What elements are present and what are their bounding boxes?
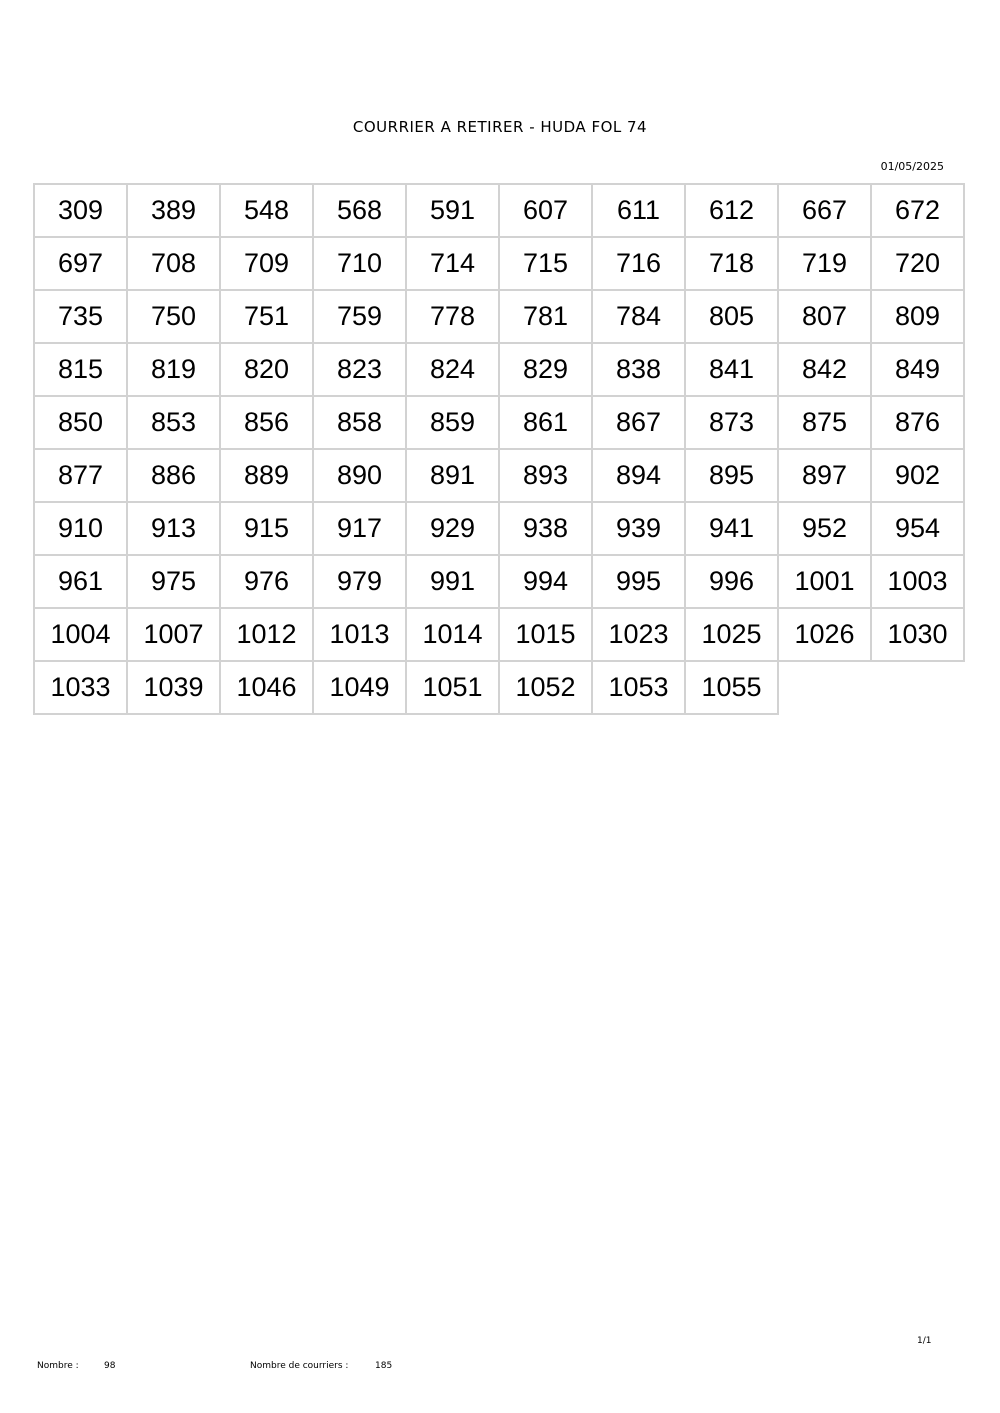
mail-number-cell: 873 xyxy=(685,396,778,449)
mail-number-cell: 1052 xyxy=(499,661,592,714)
mail-number-cell: 875 xyxy=(778,396,871,449)
table-row xyxy=(34,396,964,449)
mail-number-cell: 894 xyxy=(592,449,685,502)
mail-number-cell: 856 xyxy=(220,396,313,449)
mail-number-cell: 715 xyxy=(499,237,592,290)
mail-number-cell: 667 xyxy=(778,184,871,237)
mail-number-cell: 994 xyxy=(499,555,592,608)
mail-number-cell: 778 xyxy=(406,290,499,343)
table-row xyxy=(34,449,964,502)
table-row xyxy=(34,184,964,237)
mail-number-cell: 1015 xyxy=(499,608,592,661)
mail-number-cell: 697 xyxy=(34,237,127,290)
mail-number-cell: 913 xyxy=(127,502,220,555)
mail-number-cell: 309 xyxy=(34,184,127,237)
nombre-label: Nombre : xyxy=(37,1361,79,1371)
mail-number-table-body xyxy=(34,184,964,714)
mail-number-cell: 716 xyxy=(592,237,685,290)
mail-number-cell: 1046 xyxy=(220,661,313,714)
mail-number-cell: 1030 xyxy=(871,608,964,661)
mail-number-cell: 611 xyxy=(592,184,685,237)
mail-number-cell: 929 xyxy=(406,502,499,555)
table-row xyxy=(34,555,964,608)
mail-number-cell: 917 xyxy=(313,502,406,555)
mail-number-cell: 1039 xyxy=(127,661,220,714)
mail-number-cell: 1049 xyxy=(313,661,406,714)
mail-number-cell: 842 xyxy=(778,343,871,396)
mail-number-cell: 823 xyxy=(313,343,406,396)
mail-number-cell: 995 xyxy=(592,555,685,608)
mail-number-cell: 838 xyxy=(592,343,685,396)
courriers-label: Nombre de courriers : xyxy=(250,1361,349,1371)
mail-number-cell: 718 xyxy=(685,237,778,290)
mail-number-cell: 1003 xyxy=(871,555,964,608)
mail-number-cell: 954 xyxy=(871,502,964,555)
mail-number-cell: 815 xyxy=(34,343,127,396)
mail-number-cell: 807 xyxy=(778,290,871,343)
mail-number-cell: 719 xyxy=(778,237,871,290)
mail-number-cell: 991 xyxy=(406,555,499,608)
mail-number-cell: 976 xyxy=(220,555,313,608)
mail-number-cell: 859 xyxy=(406,396,499,449)
mail-number-cell: 781 xyxy=(499,290,592,343)
mail-number-cell: 720 xyxy=(871,237,964,290)
mail-number-cell: 607 xyxy=(499,184,592,237)
mail-number-cell: 939 xyxy=(592,502,685,555)
table-row xyxy=(34,237,964,290)
mail-number-cell: 1023 xyxy=(592,608,685,661)
mail-number-cell: 1053 xyxy=(592,661,685,714)
mail-number-cell: 568 xyxy=(313,184,406,237)
mail-number-cell: 805 xyxy=(685,290,778,343)
mail-number-cell: 1012 xyxy=(220,608,313,661)
mail-number-cell: 902 xyxy=(871,449,964,502)
mail-number-cell: 1026 xyxy=(778,608,871,661)
table-row xyxy=(34,502,964,555)
mail-number-cell: 938 xyxy=(499,502,592,555)
mail-number-cell: 1001 xyxy=(778,555,871,608)
mail-number-cell: 877 xyxy=(34,449,127,502)
mail-number-cell: 714 xyxy=(406,237,499,290)
mail-number-cell: 820 xyxy=(220,343,313,396)
mail-number-cell: 750 xyxy=(127,290,220,343)
page-number: 1/1 xyxy=(917,1336,932,1346)
page-title: COURRIER A RETIRER - HUDA FOL 74 xyxy=(352,118,648,136)
mail-number-cell: 895 xyxy=(685,449,778,502)
mail-number-cell: 915 xyxy=(220,502,313,555)
mail-number-cell: 858 xyxy=(313,396,406,449)
mail-number-cell: 819 xyxy=(127,343,220,396)
mail-number-cell: 735 xyxy=(34,290,127,343)
mail-number-cell: 876 xyxy=(871,396,964,449)
empty-cell xyxy=(871,661,964,714)
mail-number-table xyxy=(33,183,965,715)
date-label: 01/05/2025 xyxy=(880,160,944,173)
mail-number-cell: 1014 xyxy=(406,608,499,661)
mail-number-cell: 841 xyxy=(685,343,778,396)
mail-number-cell: 941 xyxy=(685,502,778,555)
mail-number-cell: 891 xyxy=(406,449,499,502)
mail-number-cell: 710 xyxy=(313,237,406,290)
mail-number-cell: 759 xyxy=(313,290,406,343)
mail-number-cell: 784 xyxy=(592,290,685,343)
mail-number-cell: 708 xyxy=(127,237,220,290)
mail-number-cell: 389 xyxy=(127,184,220,237)
mail-number-cell: 861 xyxy=(499,396,592,449)
mail-number-cell: 849 xyxy=(871,343,964,396)
mail-number-cell: 893 xyxy=(499,449,592,502)
mail-number-cell: 672 xyxy=(871,184,964,237)
mail-number-cell: 996 xyxy=(685,555,778,608)
mail-number-cell: 867 xyxy=(592,396,685,449)
mail-number-cell: 1004 xyxy=(34,608,127,661)
mail-number-cell: 889 xyxy=(220,449,313,502)
table-row xyxy=(34,608,964,661)
mail-number-cell: 824 xyxy=(406,343,499,396)
mail-number-cell: 751 xyxy=(220,290,313,343)
mail-number-cell: 910 xyxy=(34,502,127,555)
mail-number-cell: 979 xyxy=(313,555,406,608)
mail-number-cell: 1007 xyxy=(127,608,220,661)
courriers-value: 185 xyxy=(375,1361,393,1371)
mail-number-cell: 952 xyxy=(778,502,871,555)
nombre-value: 98 xyxy=(104,1361,116,1371)
mail-number-cell: 886 xyxy=(127,449,220,502)
mail-number-cell: 612 xyxy=(685,184,778,237)
table-row xyxy=(34,343,964,396)
mail-number-cell: 975 xyxy=(127,555,220,608)
mail-number-cell: 1013 xyxy=(313,608,406,661)
mail-number-cell: 548 xyxy=(220,184,313,237)
empty-cell xyxy=(778,661,871,714)
mail-number-cell: 1051 xyxy=(406,661,499,714)
mail-number-cell: 591 xyxy=(406,184,499,237)
mail-number-cell: 709 xyxy=(220,237,313,290)
mail-number-cell: 961 xyxy=(34,555,127,608)
mail-number-cell: 809 xyxy=(871,290,964,343)
mail-number-cell: 1025 xyxy=(685,608,778,661)
mail-number-cell: 850 xyxy=(34,396,127,449)
table-row xyxy=(34,290,964,343)
mail-number-cell: 829 xyxy=(499,343,592,396)
mail-number-cell: 1055 xyxy=(685,661,778,714)
mail-number-cell: 890 xyxy=(313,449,406,502)
mail-number-cell: 853 xyxy=(127,396,220,449)
table-row xyxy=(34,661,964,714)
mail-number-cell: 897 xyxy=(778,449,871,502)
mail-number-cell: 1033 xyxy=(34,661,127,714)
